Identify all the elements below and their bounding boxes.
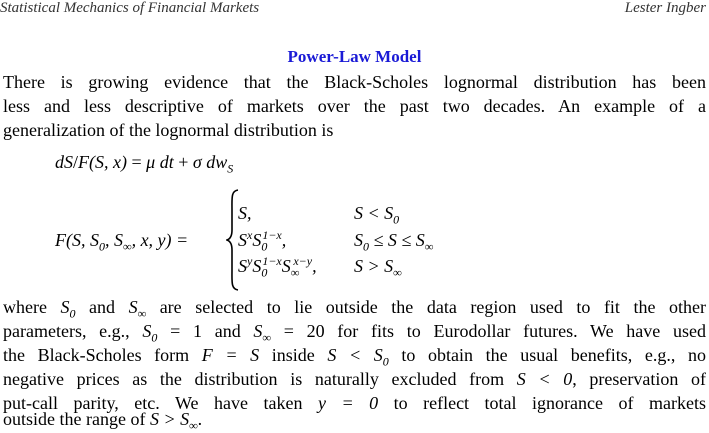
body-line-2: parameters, e.g., $S_0 = 1$ and $S_\infty = 20$ for fits to Eurodollar futures. We have used xyxy=(3,321,706,345)
case-1-condition: $S < S_0$ xyxy=(354,203,400,227)
intro-line-2: less and less descriptive of markets over the past two decades. An example of a xyxy=(3,96,706,116)
section-title: Power-Law Model xyxy=(287,47,422,66)
body-line-5: put-call parity, etc. We have taken y = 0 to reflect total ignorance of markets xyxy=(3,393,706,413)
running-header-author: Lester Ingber xyxy=(624,0,706,16)
case-2-expression: $S^xS_0^{1-x}$, xyxy=(238,228,287,254)
case-3-condition: $S > S_\infty$ xyxy=(354,256,402,280)
equation-piecewise-lhs: F(S, $S_0$, $S_\infty$, x, y) = xyxy=(55,230,189,254)
case-3-expression: $S^yS_0^{1-x}S_\infty^{x-y}$, xyxy=(238,254,317,280)
case-1-expression: S, xyxy=(238,203,252,223)
body-line-3: the Black-Scholes form F = S inside $S < S_0$ to obtain the usual benefits, e.g., no xyxy=(3,345,706,369)
body-line-4: negative prices as the distribution is naturally excluded from S < 0, preservation of xyxy=(3,369,706,389)
equation-stochastic: dS/F(S, x) = μ dt + σ $dw_S$ xyxy=(55,152,234,176)
intro-line-1: There is growing evidence that the Black-Scholes lognormal distribution has been xyxy=(3,72,706,92)
intro-line-3: generalization of the lognormal distribution is xyxy=(3,120,334,140)
body-line-6: outside the range of $S > S_\infty$. xyxy=(3,409,203,433)
body-line-1: where $S_0$ and $S_\infty$ are selected to lie outside the data region used to fit the other xyxy=(3,297,706,321)
case-2-condition: $S_0 \le S \le S_\infty$ xyxy=(354,230,434,254)
running-header-title: Statistical Mechanics of Financial Markets xyxy=(0,0,260,16)
